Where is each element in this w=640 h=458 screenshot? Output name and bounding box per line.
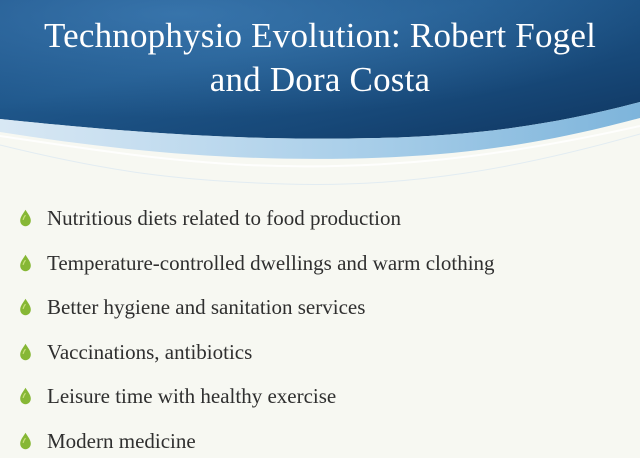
slide-title	[0, 14, 640, 102]
bullet-text: Modern medicine	[47, 428, 196, 453]
slide-title-line-2: and Dora Costa	[209, 60, 431, 99]
green-drop-icon	[19, 254, 32, 272]
bullet-list-item-hygiene-sanitation	[19, 285, 495, 330]
green-drop-icon	[19, 209, 32, 227]
bullet-text: Vaccinations, antibiotics	[47, 339, 253, 364]
bullet-list-item-leisure-exercise	[19, 374, 495, 419]
bullet-text: Temperature-controlled dwellings and warm clothing	[47, 250, 495, 275]
bullet-list-item-modern-medicine	[19, 419, 495, 458]
bullet-list	[19, 196, 495, 458]
bullet-list-item-dwellings-clothing	[19, 241, 495, 286]
bullet-text: Leisure time with healthy exercise	[47, 384, 337, 409]
bullet-list-item-nutritious-diets	[19, 196, 495, 241]
green-drop-icon	[19, 432, 32, 450]
bullet-list-item-vaccinations-antibiotics	[19, 330, 495, 375]
slide-title-line-1: Technophysio Evolution: Robert Fogel	[43, 16, 597, 55]
green-drop-icon	[19, 343, 32, 361]
green-drop-icon	[19, 298, 32, 316]
bullet-text: Better hygiene and sanitation services	[47, 295, 366, 320]
bullet-text: Nutritious diets related to food production	[47, 206, 402, 231]
green-drop-icon	[19, 387, 32, 405]
